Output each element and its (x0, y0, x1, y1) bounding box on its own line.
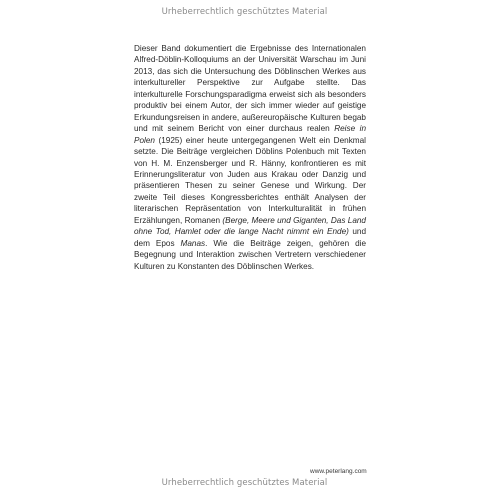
blurb-text-2: (1925) einer heute untergegangenen Welt ein Denkmal setzte. Die Beiträge vergleichen Döblins Polenbuch mit Texten von H. M. Enzensberger und R. Hänny, konfrontieren es mit Erinnerungsliteratur von Juden aus Krakau oder Danzig und präsentieren Thesen zu seiner Genese und Wirkung. Der zweite Teil dieses Kongressberichtes enthält Analysen der literarischen Repräsentation von Interkulturalität in frühen Erzählungen, Romanen (134, 135, 366, 225)
back-cover-blurb (134, 43, 366, 272)
copyright-watermark-top: Urheberrechtlich geschütztes Material (161, 7, 328, 17)
blurb-text-4: . Wie die Beiträge zeigen, gehören die Begegnung und Interaktion zwischen Vertretern verschiedener Kulturen zu Konstanten des Döblinschen Werkes. (134, 238, 367, 271)
title-manas: Manas (180, 238, 206, 248)
blurb-paragraph (134, 43, 366, 272)
blurb-text-1: Dieser Band dokumentiert die Ergebnisse des Internationalen Alfred-Döblin-Kolloquiums an der Universität Warschau im Juni 2013, das sich die Untersuchung des Döblinschen Werkes aus interkultureller Perspektive zur Aufgabe stellte. Das interkulturelle Forschungsparadigma erweist sich als besonders produktiv bei einem Autor, der sich immer wieder auf geistige Erkundungsreisen in andere, außereuropäische Kulturen begab und mit seinem Bericht von einer durchaus realen (134, 44, 366, 134)
publisher-url: www.peterlang.com (310, 468, 367, 475)
copyright-watermark-bottom: Urheberrechtlich geschütztes Material (161, 478, 328, 488)
title-novels: (Berge, Meere und Giganten, Das Land ohne Tod, Hamlet oder die lange Nacht nimmt ein Ende) (134, 215, 366, 237)
title-reise-in-polen: Reise in Polen (134, 124, 366, 145)
blurb-text-3: und dem Epos (134, 227, 367, 248)
